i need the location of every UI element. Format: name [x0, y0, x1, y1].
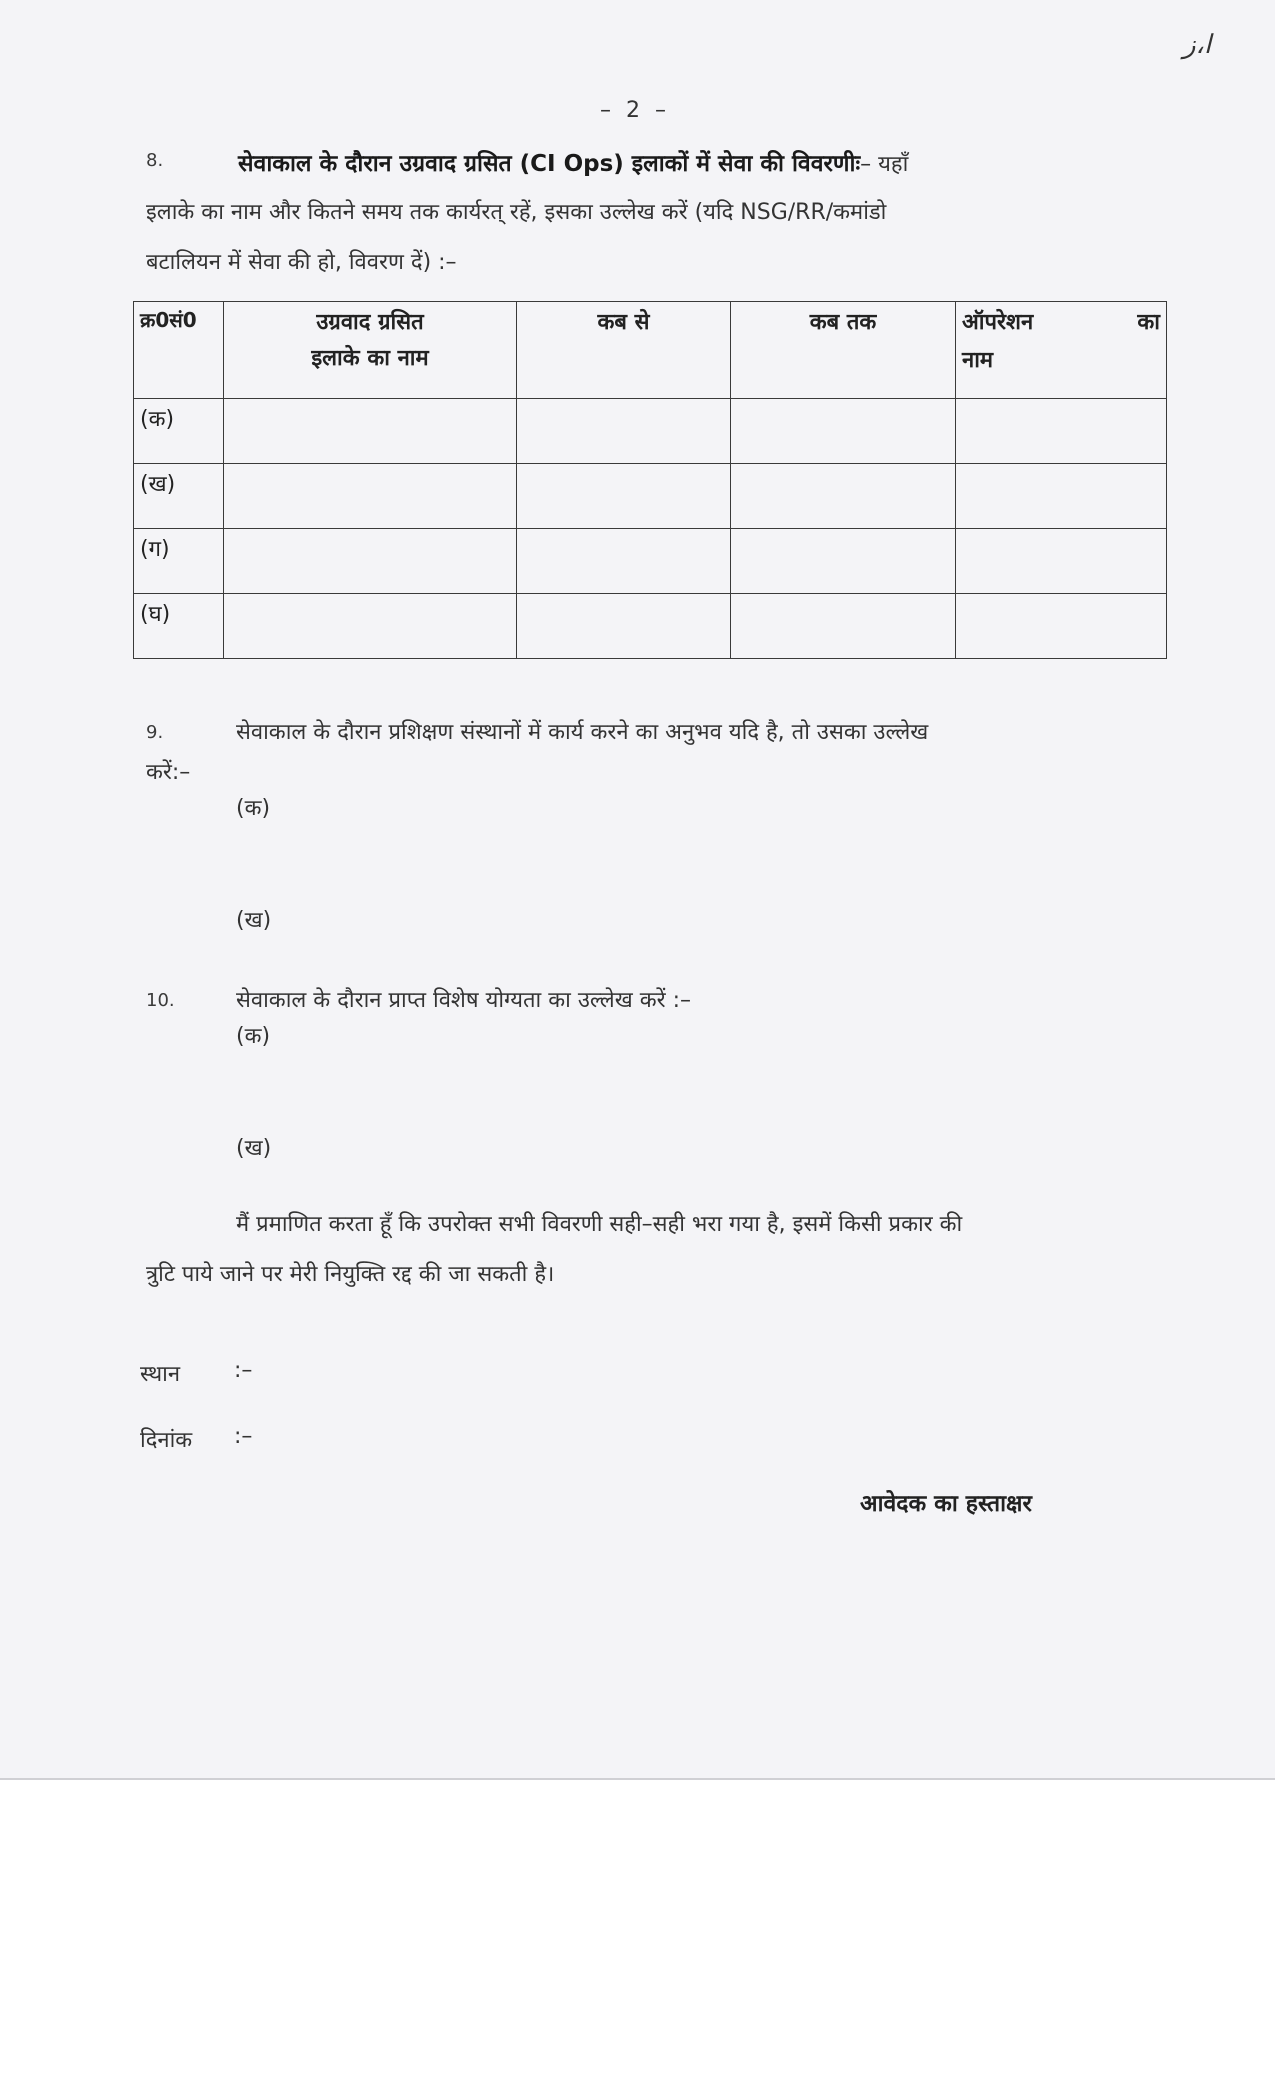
header-operation-line-2: नाम	[962, 348, 994, 373]
header-area-line-1: उग्रवाद ग्रसित	[316, 310, 424, 335]
section-10-line-1: सेवाकाल के दौरान प्राप्त विशेष योग्यता का उल्लेख करें :–	[236, 988, 691, 1013]
table-row	[134, 399, 1167, 464]
cell-from[interactable]	[517, 464, 731, 529]
declaration-line-2: त्रुटि पाये जाने पर मेरी नियुक्ति रद्द की जा सकती है।	[146, 1262, 555, 1287]
cell-from[interactable]	[517, 594, 731, 659]
cell-from[interactable]	[517, 529, 731, 594]
cell-operation[interactable]	[956, 464, 1167, 529]
cell-operation[interactable]	[956, 594, 1167, 659]
table-header-row	[134, 302, 1167, 399]
row-serial: (ग)	[134, 529, 224, 594]
table-row	[134, 464, 1167, 529]
header-operation-ka: का	[1137, 310, 1160, 335]
section-9-line-2: करें:–	[146, 760, 191, 785]
cell-operation[interactable]	[956, 399, 1167, 464]
section-10-item-b: (ख)	[236, 1136, 272, 1161]
section-9-number: 9.	[146, 722, 164, 743]
row-serial: (ख)	[134, 464, 224, 529]
cell-from[interactable]	[517, 399, 731, 464]
section-9-item-a: (क)	[236, 796, 271, 821]
place-separator: :–	[234, 1358, 253, 1383]
section-8-heading	[238, 146, 908, 178]
row-serial: (घ)	[134, 594, 224, 659]
section-9-item-b: (ख)	[236, 908, 272, 933]
header-operation-word: ऑपरेशन	[962, 310, 1034, 335]
declaration-line-1: मैं प्रमाणित करता हूँ कि उपरोक्त सभी विवरणी सही–सही भरा गया है, इसमें किसी प्रकार की	[236, 1212, 963, 1237]
applicant-signature-label: आवेदक का हस्ताक्षर	[860, 1491, 1032, 1517]
section-8-heading-rest: – यहाँ	[860, 152, 909, 177]
row-serial: (क)	[134, 399, 224, 464]
cell-to[interactable]	[731, 529, 956, 594]
section-8-line-2: इलाके का नाम और कितने समय तक कार्यरत् रहें, इसका उल्लेख करें (यदि NSG/RR/कमांडो	[146, 200, 887, 225]
header-operation-line-1	[962, 306, 1160, 336]
cell-area[interactable]	[224, 529, 517, 594]
section-10-number: 10.	[146, 990, 175, 1011]
header-area	[224, 302, 517, 399]
cell-to[interactable]	[731, 594, 956, 659]
section-8-number: 8.	[146, 150, 164, 171]
date-label: दिनांक	[140, 1428, 193, 1453]
section-9-line-1: सेवाकाल के दौरान प्रशिक्षण संस्थानों में कार्य करने का अनुभव यदि है, तो उसका उल्लेख	[236, 720, 929, 745]
place-label: स्थान	[140, 1362, 181, 1387]
header-area-line-2: इलाके का नाम	[311, 346, 429, 371]
date-separator: :–	[234, 1424, 253, 1449]
handwritten-corner-mark: ا،ز	[1183, 30, 1212, 60]
cell-operation[interactable]	[956, 529, 1167, 594]
header-serial: क्र0सं0	[134, 302, 224, 399]
header-operation	[956, 302, 1167, 399]
ci-ops-table	[133, 301, 1167, 659]
cell-area[interactable]	[224, 594, 517, 659]
cell-to[interactable]	[731, 464, 956, 529]
header-to: कब तक	[731, 302, 956, 399]
page-number: – 2 –	[600, 98, 670, 123]
table-row	[134, 529, 1167, 594]
section-8-heading-bold: सेवाकाल के दौरान उग्रवाद ग्रसित (CI Ops) इलाकों में सेवा की विवरणीः	[238, 151, 861, 177]
table-row	[134, 594, 1167, 659]
section-8-line-3: बटालियन में सेवा की हो, विवरण दें) :–	[146, 250, 457, 275]
cell-to[interactable]	[731, 399, 956, 464]
cell-area[interactable]	[224, 399, 517, 464]
header-from: कब से	[517, 302, 731, 399]
section-10-item-a: (क)	[236, 1024, 271, 1049]
cell-area[interactable]	[224, 464, 517, 529]
